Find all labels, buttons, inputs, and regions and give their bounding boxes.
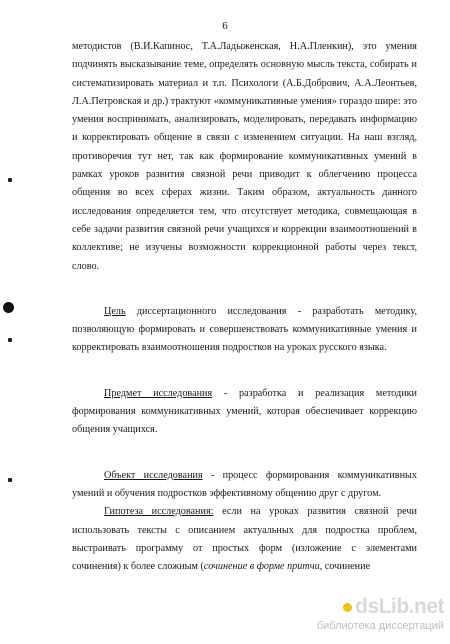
subject-label: Предмет исследования — [104, 387, 213, 399]
body-text — [72, 38, 417, 576]
object-label: Объект исследования — [104, 469, 203, 481]
watermark — [316, 595, 444, 636]
margin-mark — [8, 338, 12, 342]
object-text: - процесс формирования коммуникативных умений и обучения подростков эффективному общению друг с другом. — [72, 469, 417, 499]
watermark-dot-icon — [343, 603, 352, 612]
watermark-subtitle: библиотека диссертаций — [316, 620, 444, 632]
watermark-logo: dsLib.net — [355, 595, 444, 618]
margin-mark — [8, 478, 12, 482]
goal-text: диссертационного исследования - разработать методику, позволяющую формировать и совершенствовать коммуникативные умения и корректировать взаимоотношения подростков на уроках русского языка. — [72, 305, 417, 354]
hypothesis-italic: сочинение в форме притчи — [203, 561, 320, 573]
subject-text: - разработка и реализация методики формирования коммуникативных умений, которая обеспечивает коррекцию общения учащихся. — [72, 387, 417, 436]
goal-label: Цель — [104, 305, 126, 317]
paragraph-subject — [72, 385, 417, 440]
hypothesis-label: Гипотеза исследования: — [104, 506, 214, 518]
page-number: 6 — [222, 20, 228, 32]
punch-hole-mark — [3, 302, 14, 313]
paragraph-object — [72, 467, 417, 504]
hypothesis-text: если на уроках развития связной речи использовать тексты с описанием актуальных для подростка проблем, выстраивать программу от простых форм (изложение с элементами сочинения) к более сложным ( — [72, 506, 417, 573]
paragraph-goal — [72, 303, 417, 358]
paragraph-intro: методистов (В.И.Капинос, Т.А.Ладыженская, Н.А.Пленкин), это умения подчинять высказывание теме, определять основную мысль текста, собирать и систематизировать материал и т.п. Психологи (А.Б.Добрович, А.А.Леонтьев, Л.А.Петровская и др.) трактуют «коммуникативные умения» гораздо шире: это умения воспринимать, анализировать, моделировать, передавать информацию и корректировать общение в связи с изменением ситуации. На наш взгляд, противоречия тут нет, так как формирование коммуникативных умений в рамках уроков развития связной речи приводит к облегчению процесса общения во всех сферах жизни. Таким образом, актуальность данного исследования определяется тем, что отсутствует методика, совмещающая в себе задачи развития связной речи учащихся и коррекции взаимоотношений в коллективе; не изучены возможности коррекционной работы через текст, слово. — [72, 41, 417, 272]
watermark-logo-row — [343, 596, 444, 618]
hypothesis-text-end: , сочинение — [319, 561, 371, 573]
paragraph-hypothesis — [72, 503, 417, 576]
margin-mark — [8, 178, 12, 182]
